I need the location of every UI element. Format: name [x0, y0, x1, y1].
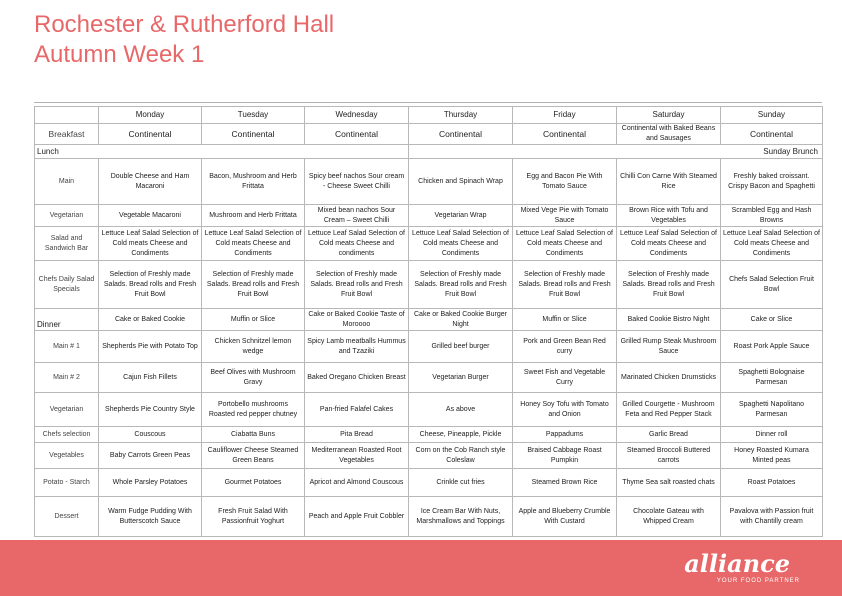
menu-cell: Baby Carrots Green Peas: [99, 443, 202, 469]
menu-cell: Steamed Brown Rice: [513, 469, 617, 497]
menu-cell: Egg and Bacon Pie With Tomato Sauce: [513, 159, 617, 205]
menu-cell: Lettuce Leaf Salad Selection of Cold meats Cheese and condiments: [305, 227, 409, 261]
lunch-vegetarian-row: [35, 205, 823, 227]
menu-cell: Cajun Fish Fillets: [99, 363, 202, 393]
menu-cell: Gourmet Potatoes: [202, 469, 305, 497]
dinner-chefs-row: [35, 427, 823, 443]
row-label: Potato - Starch: [35, 469, 99, 497]
menu-cell: Continental with Baked Beans and Sausages: [617, 124, 721, 145]
title-line-1: Rochester & Rutherford Hall: [34, 11, 335, 38]
menu-cell: Lettuce Leaf Salad Selection of Cold meats Cheese and Condiments: [513, 227, 617, 261]
menu-cell: Lettuce Leaf Salad Selection of Cold meats Cheese and Condiments: [409, 227, 513, 261]
menu-cell: Continental: [513, 124, 617, 145]
day-friday: Friday: [513, 107, 617, 124]
day-tuesday: Tuesday: [202, 107, 305, 124]
dinner-main1-row: [35, 331, 823, 363]
menu-cell: Freshly baked croissant. Crispy Bacon and Spaghetti: [721, 159, 823, 205]
dinner-main2-row: [35, 363, 823, 393]
lunch-chefs-row: [35, 261, 823, 309]
menu-cell: Roast Potatoes: [721, 469, 823, 497]
lunch-dessert-row: [35, 309, 823, 331]
menu-cell: Mixed Vege Pie with Tomato Sauce: [513, 205, 617, 227]
menu-cell: Mushroom and Herb Frittata: [202, 205, 305, 227]
weekly-menu-table: [34, 106, 823, 537]
menu-cell: Couscous: [99, 427, 202, 443]
menu-cell: Fresh Fruit Salad With Passionfruit Yoghurt: [202, 497, 305, 537]
menu-cell: Continental: [202, 124, 305, 145]
sunday-brunch-note: Sunday Brunch: [409, 145, 823, 159]
dinner-starch-row: [35, 469, 823, 497]
menu-cell: Mixed bean nachos Sour Cream – Sweet Chilli: [305, 205, 409, 227]
menu-cell: Muffin or Slice: [513, 309, 617, 331]
day-monday: Monday: [99, 107, 202, 124]
day-sunday: Sunday: [721, 107, 823, 124]
menu-cell: Garlic Bread: [617, 427, 721, 443]
day-thursday: Thursday: [409, 107, 513, 124]
menu-cell: Spaghetti Bolognaise Parmesan: [721, 363, 823, 393]
menu-cell: Continental: [721, 124, 823, 145]
menu-cell: Steamed Broccoli Buttered carrots: [617, 443, 721, 469]
menu-cell: Pita Bread: [305, 427, 409, 443]
menu-cell: Lettuce Leaf Salad Selection of Cold meats Cheese and Condiments: [617, 227, 721, 261]
dinner-vegetarian-row: [35, 393, 823, 427]
corner-cell: [35, 107, 99, 124]
menu-cell: Vegetarian Wrap: [409, 205, 513, 227]
menu-cell: Selection of Freshly made Salads. Bread rolls and Fresh Fruit Bowl: [617, 261, 721, 309]
menu-cell: Chefs Salad Selection Fruit Bowl: [721, 261, 823, 309]
menu-cell: Apple and Blueberry Crumble With Custard: [513, 497, 617, 537]
menu-cell: Cake or Baked Cookie Taste of Moroooo: [305, 309, 409, 331]
menu-cell: Pappadums: [513, 427, 617, 443]
menu-cell: Braised Cabbage Roast Pumpkin: [513, 443, 617, 469]
menu-cell: Selection of Freshly made Salads. Bread rolls and Fresh Fruit Bowl: [305, 261, 409, 309]
row-label: Breakfast: [35, 124, 99, 145]
menu-cell: Dinner roll: [721, 427, 823, 443]
menu-cell: Brown Rice with Tofu and Vegetables: [617, 205, 721, 227]
menu-cell: Grilled beef burger: [409, 331, 513, 363]
alliance-logo: alliance: [684, 549, 790, 578]
menu-cell: Cake or Baked Cookie Burger Night: [409, 309, 513, 331]
menu-cell: Lettuce Leaf Salad Selection of Cold meats Cheese and Condiments: [721, 227, 823, 261]
breakfast-row: [35, 124, 823, 145]
menu-cell: Selection of Freshly made Salads. Bread rolls and Fresh Fruit Bowl: [513, 261, 617, 309]
menu-cell: Honey Roasted Kumara Minted peas: [721, 443, 823, 469]
menu-cell: Selection of Freshly made Salads. Bread rolls and Fresh Fruit Bowl: [202, 261, 305, 309]
menu-cell: Pork and Green Bean Red curry: [513, 331, 617, 363]
menu-cell: Portobello mushrooms Roasted red pepper chutney: [202, 393, 305, 427]
row-label: Chefs Daily Salad Specials: [35, 261, 99, 309]
menu-cell: Honey Soy Tofu with Tomato and Onion: [513, 393, 617, 427]
row-label: Vegetarian: [35, 205, 99, 227]
menu-cell: Chocolate Gateau with Whipped Cream: [617, 497, 721, 537]
menu-cell: Continental: [99, 124, 202, 145]
menu-cell: Grilled Courgette - Mushroom Feta and Red Pepper Stack: [617, 393, 721, 427]
menu-cell: Pan-fried Falafel Cakes: [305, 393, 409, 427]
menu-cell: Corn on the Cob Ranch style Coleslaw: [409, 443, 513, 469]
menu-cell: Cauliflower Cheese Steamed Green Beans: [202, 443, 305, 469]
menu-cell: Scrambled Egg and Hash Browns: [721, 205, 823, 227]
menu-cell: Pavalova with Passion fruit with Chantilly cream: [721, 497, 823, 537]
menu-cell: Spaghetti Napolitano Parmesan: [721, 393, 823, 427]
menu-cell: Apricot and Almond Couscous: [305, 469, 409, 497]
menu-cell: Peach and Apple Fruit Cobbler: [305, 497, 409, 537]
logo-tagline: YOUR FOOD PARTNER: [716, 578, 800, 584]
menu-cell: Lettuce Leaf Salad Selection of Cold meats Cheese and Condiments: [202, 227, 305, 261]
menu-cell: Roast Pork Apple Sauce: [721, 331, 823, 363]
menu-cell: Vegetable Macaroni: [99, 205, 202, 227]
section-label-dinner: Dinner: [35, 309, 99, 331]
menu-cell: As above: [409, 393, 513, 427]
row-label: Chefs selection: [35, 427, 99, 443]
lunch-section-row: [35, 145, 823, 159]
row-label: Vegetables: [35, 443, 99, 469]
menu-cell: Continental: [409, 124, 513, 145]
menu-cell: Shepherds Pie Country Style: [99, 393, 202, 427]
menu-cell: Cheese, Pineapple, Pickle: [409, 427, 513, 443]
lunch-salad-row: [35, 227, 823, 261]
menu-cell: Thyme Sea salt roasted chats: [617, 469, 721, 497]
menu-cell: Marinated Chicken Drumsticks: [617, 363, 721, 393]
menu-cell: Chicken and Spinach Wrap: [409, 159, 513, 205]
menu-cell: Beef Olives with Mushroom Gravy: [202, 363, 305, 393]
footer-band: [0, 540, 842, 596]
menu-cell: Spicy beef nachos Sour cream - Cheese Sweet Chilli: [305, 159, 409, 205]
dinner-vegetables-row: [35, 443, 823, 469]
day-wednesday: Wednesday: [305, 107, 409, 124]
menu-cell: Cake or Baked Cookie: [99, 309, 202, 331]
menu-cell: Ciabatta Buns: [202, 427, 305, 443]
menu-cell: Baked Oregano Chicken Breast: [305, 363, 409, 393]
menu-cell: Whole Parsley Potatoes: [99, 469, 202, 497]
menu-cell: Continental: [305, 124, 409, 145]
menu-cell: Cake or Slice: [721, 309, 823, 331]
menu-cell: Double Cheese and Ham Macaroni: [99, 159, 202, 205]
row-label: Main # 2: [35, 363, 99, 393]
menu-cell: Vegetarian Burger: [409, 363, 513, 393]
menu-cell: Warm Fudge Pudding With Butterscotch Sauce: [99, 497, 202, 537]
menu-cell: Crinkle cut fries: [409, 469, 513, 497]
menu-cell: Baked Cookie Bistro Night: [617, 309, 721, 331]
menu-cell: Bacon, Mushroom and Herb Frittata: [202, 159, 305, 205]
row-label: Dessert: [35, 497, 99, 537]
section-label-lunch: Lunch: [35, 145, 409, 159]
row-label: Main # 1: [35, 331, 99, 363]
menu-cell: Grilled Rump Steak Mushroom Sauce: [617, 331, 721, 363]
day-saturday: Saturday: [617, 107, 721, 124]
title-line-2: Autumn Week 1: [34, 41, 205, 68]
row-label: Vegetarian: [35, 393, 99, 427]
menu-cell: Chicken Schnitzel lemon wedge: [202, 331, 305, 363]
page-title: [34, 10, 334, 70]
dinner-dessert-row: [35, 497, 823, 537]
lunch-main-row: [35, 159, 823, 205]
menu-cell: Spicy Lamb meatballs Hummus and Tzaziki: [305, 331, 409, 363]
menu-cell: Mediterranean Roasted Root Vegetables: [305, 443, 409, 469]
row-label: Salad and Sandwich Bar: [35, 227, 99, 261]
menu-cell: Shepherds Pie with Potato Top: [99, 331, 202, 363]
row-label: Main: [35, 159, 99, 205]
menu-cell: Lettuce Leaf Salad Selection of Cold meats Cheese and Condiments: [99, 227, 202, 261]
menu-cell: Ice Cream Bar With Nuts, Marshmallows and Toppings: [409, 497, 513, 537]
menu-cell: Selection of Freshly made Salads. Bread rolls and Fresh Fruit Bowl: [99, 261, 202, 309]
title-divider: [34, 102, 822, 103]
menu-cell: Selection of Freshly made Salads. Bread rolls and Fresh Fruit Bowl: [409, 261, 513, 309]
menu-cell: Sweet Fish and Vegetable Curry: [513, 363, 617, 393]
menu-cell: Chilli Con Carne With Steamed Rice: [617, 159, 721, 205]
menu-cell: Muffin or Slice: [202, 309, 305, 331]
day-header-row: [35, 107, 823, 124]
